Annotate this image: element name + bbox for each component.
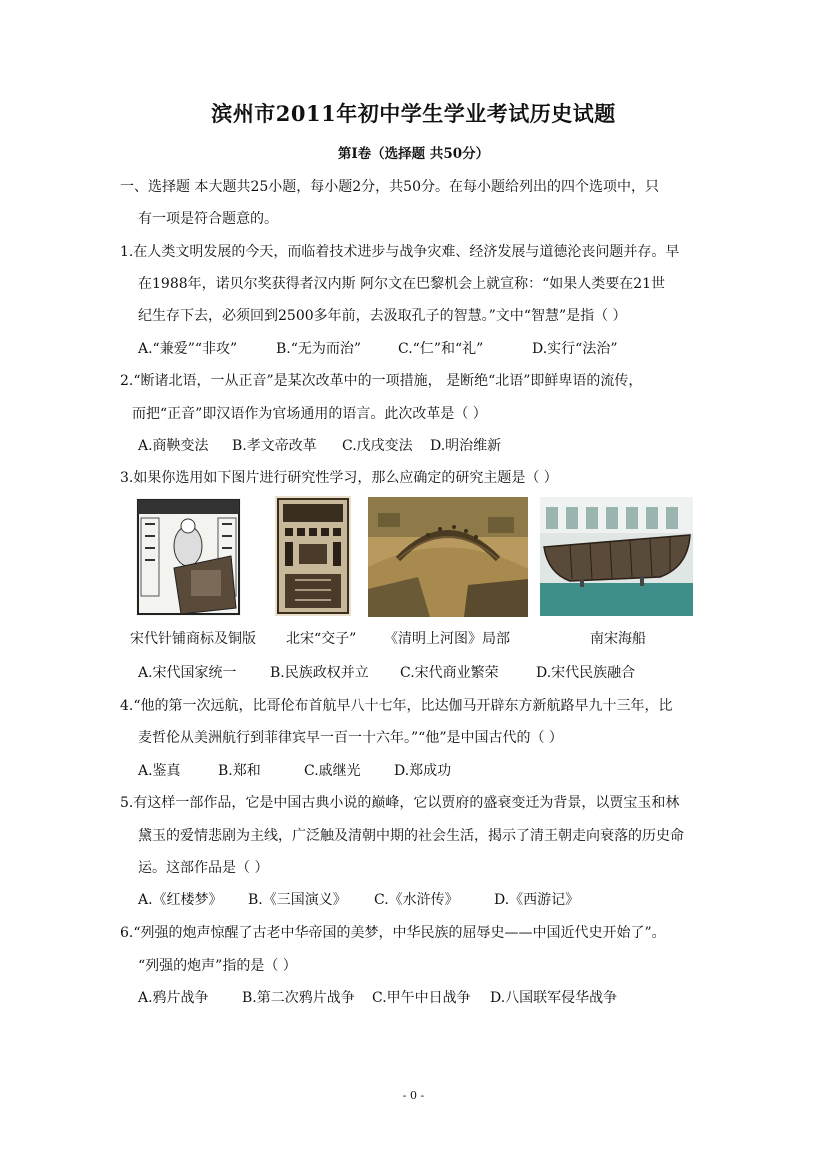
qingming-scroll-image: [368, 497, 528, 617]
option-d: D.《西游记》: [494, 892, 580, 908]
option-b: B.“无为而治”: [276, 341, 362, 357]
jiaozi-banknote-image: [275, 496, 351, 616]
caption-qingming: 《清明上河图》局部: [384, 631, 510, 647]
question-6-options: [138, 987, 617, 1007]
option-a: A.宋代国家统一: [138, 665, 237, 681]
section-subtitle: 第Ⅰ卷（选择题 共50分）: [337, 146, 490, 162]
option-a: A.鉴真: [138, 763, 181, 779]
question-3-options: [138, 662, 635, 682]
question-2-line2: 而把“正音”即汉语作为官场通用的语言。此次改革是（ ）: [132, 406, 487, 422]
option-d: D.宋代民族融合: [536, 665, 636, 681]
option-d: D.实行“法治”: [532, 341, 618, 357]
question-3-line1: 3.如果你选用如下图片进行研究性学习，那么应确定的研究主题是（ ）: [120, 470, 558, 486]
option-b: B.郑和: [218, 763, 261, 779]
option-b: B.民族政权并立: [270, 665, 369, 681]
question-6-line1: 6.“列强的炮声惊醒了古老中华帝国的美梦，中华民族的屈辱史——中国近代史开始了”。: [120, 925, 666, 941]
question-1-line2: 在1988年，诺贝尔奖获得者汉内斯 阿尔文在巴黎机会上就宣称：“如果人类要在21世: [138, 276, 666, 292]
option-a: A.《红楼梦》: [138, 892, 223, 908]
option-a: A.鸦片战争: [138, 990, 209, 1006]
question-5-options: [138, 889, 579, 909]
page-title: 滨州市2011年初中学生学业考试历史试题: [211, 101, 616, 126]
caption-ship: 南宋海船: [590, 631, 646, 647]
option-a: A.商鞅变法: [138, 438, 209, 454]
option-b: B.孝文帝改革: [232, 438, 317, 454]
question-6-line2: “列强的炮声”指的是（ ）: [138, 958, 297, 974]
needle-shop-trademark-image: [136, 498, 241, 616]
option-d: D.郑成功: [394, 763, 452, 779]
question-2-options: [138, 435, 501, 455]
song-ship-image: [540, 497, 693, 616]
option-c: C.戊戌变法: [342, 438, 413, 454]
option-d: D.明治维新: [430, 438, 502, 454]
question-4-line2: 麦哲伦从美洲航行到菲律宾早一百一十六年。”“他”是中国古代的（ ）: [138, 730, 563, 746]
question-4-line1: 4.“他的第一次远航，比哥伦布首航早八十七年，比达伽马开辟东方新航路早九十三年，比: [120, 698, 673, 714]
question-5-line2: 黛玉的爱情悲剧为主线，广泛触及清朝中期的社会生活，揭示了清王朝走向衰落的历史命: [138, 828, 684, 844]
caption-trademark: 宋代针铺商标及铜版: [130, 631, 256, 647]
question-5-line1: 5.有这样一部作品，它是中国古典小说的巅峰，它以贾府的盛衰变迁为背景，以贾宝玉和林: [120, 795, 680, 811]
option-c: C.《水浒传》: [374, 892, 459, 908]
question-2-line1: 2.“断诸北语，一从正音”是某次改革中的一项措施， 是断绝“北语”即鲜卑语的流传，: [120, 373, 643, 389]
option-b: B.第二次鸦片战争: [242, 990, 355, 1006]
option-c: C.宋代商业繁荣: [400, 665, 499, 681]
section-instruction-line2: 有一项是符合题意的。: [138, 211, 278, 227]
question-4-options: [138, 760, 451, 780]
option-b: B.《三国演义》: [248, 892, 347, 908]
option-c: C.戚继光: [304, 763, 361, 779]
question-1-line3: 纪生存下去，必须回到2500多年前，去汲取孔子的智慧。”文中“智慧”是指（ ）: [138, 308, 627, 324]
section-instruction-line1: 一、选择题 本大题共25小题，每小题2分，共50分。在每小题给列出的四个选项中，只: [120, 179, 659, 195]
option-c: C.甲午中日战争: [372, 990, 471, 1006]
question-1-options: [138, 338, 618, 358]
page-number: - 0 -: [402, 1089, 425, 1102]
caption-jiaozi: 北宋“交子”: [286, 631, 357, 647]
question-1-line1: 1.在人类文明发展的今天，而临着技术进步与战争灾难、经济发展与道德沦丧问题并存。早: [120, 244, 680, 260]
question-5-line3: 运。这部作品是（ ）: [138, 860, 269, 876]
option-a: A.“兼爱”“非攻”: [138, 341, 238, 357]
option-c: C.“仁”和“礼”: [398, 341, 484, 357]
option-d: D.八国联军侵华战争: [490, 990, 618, 1006]
